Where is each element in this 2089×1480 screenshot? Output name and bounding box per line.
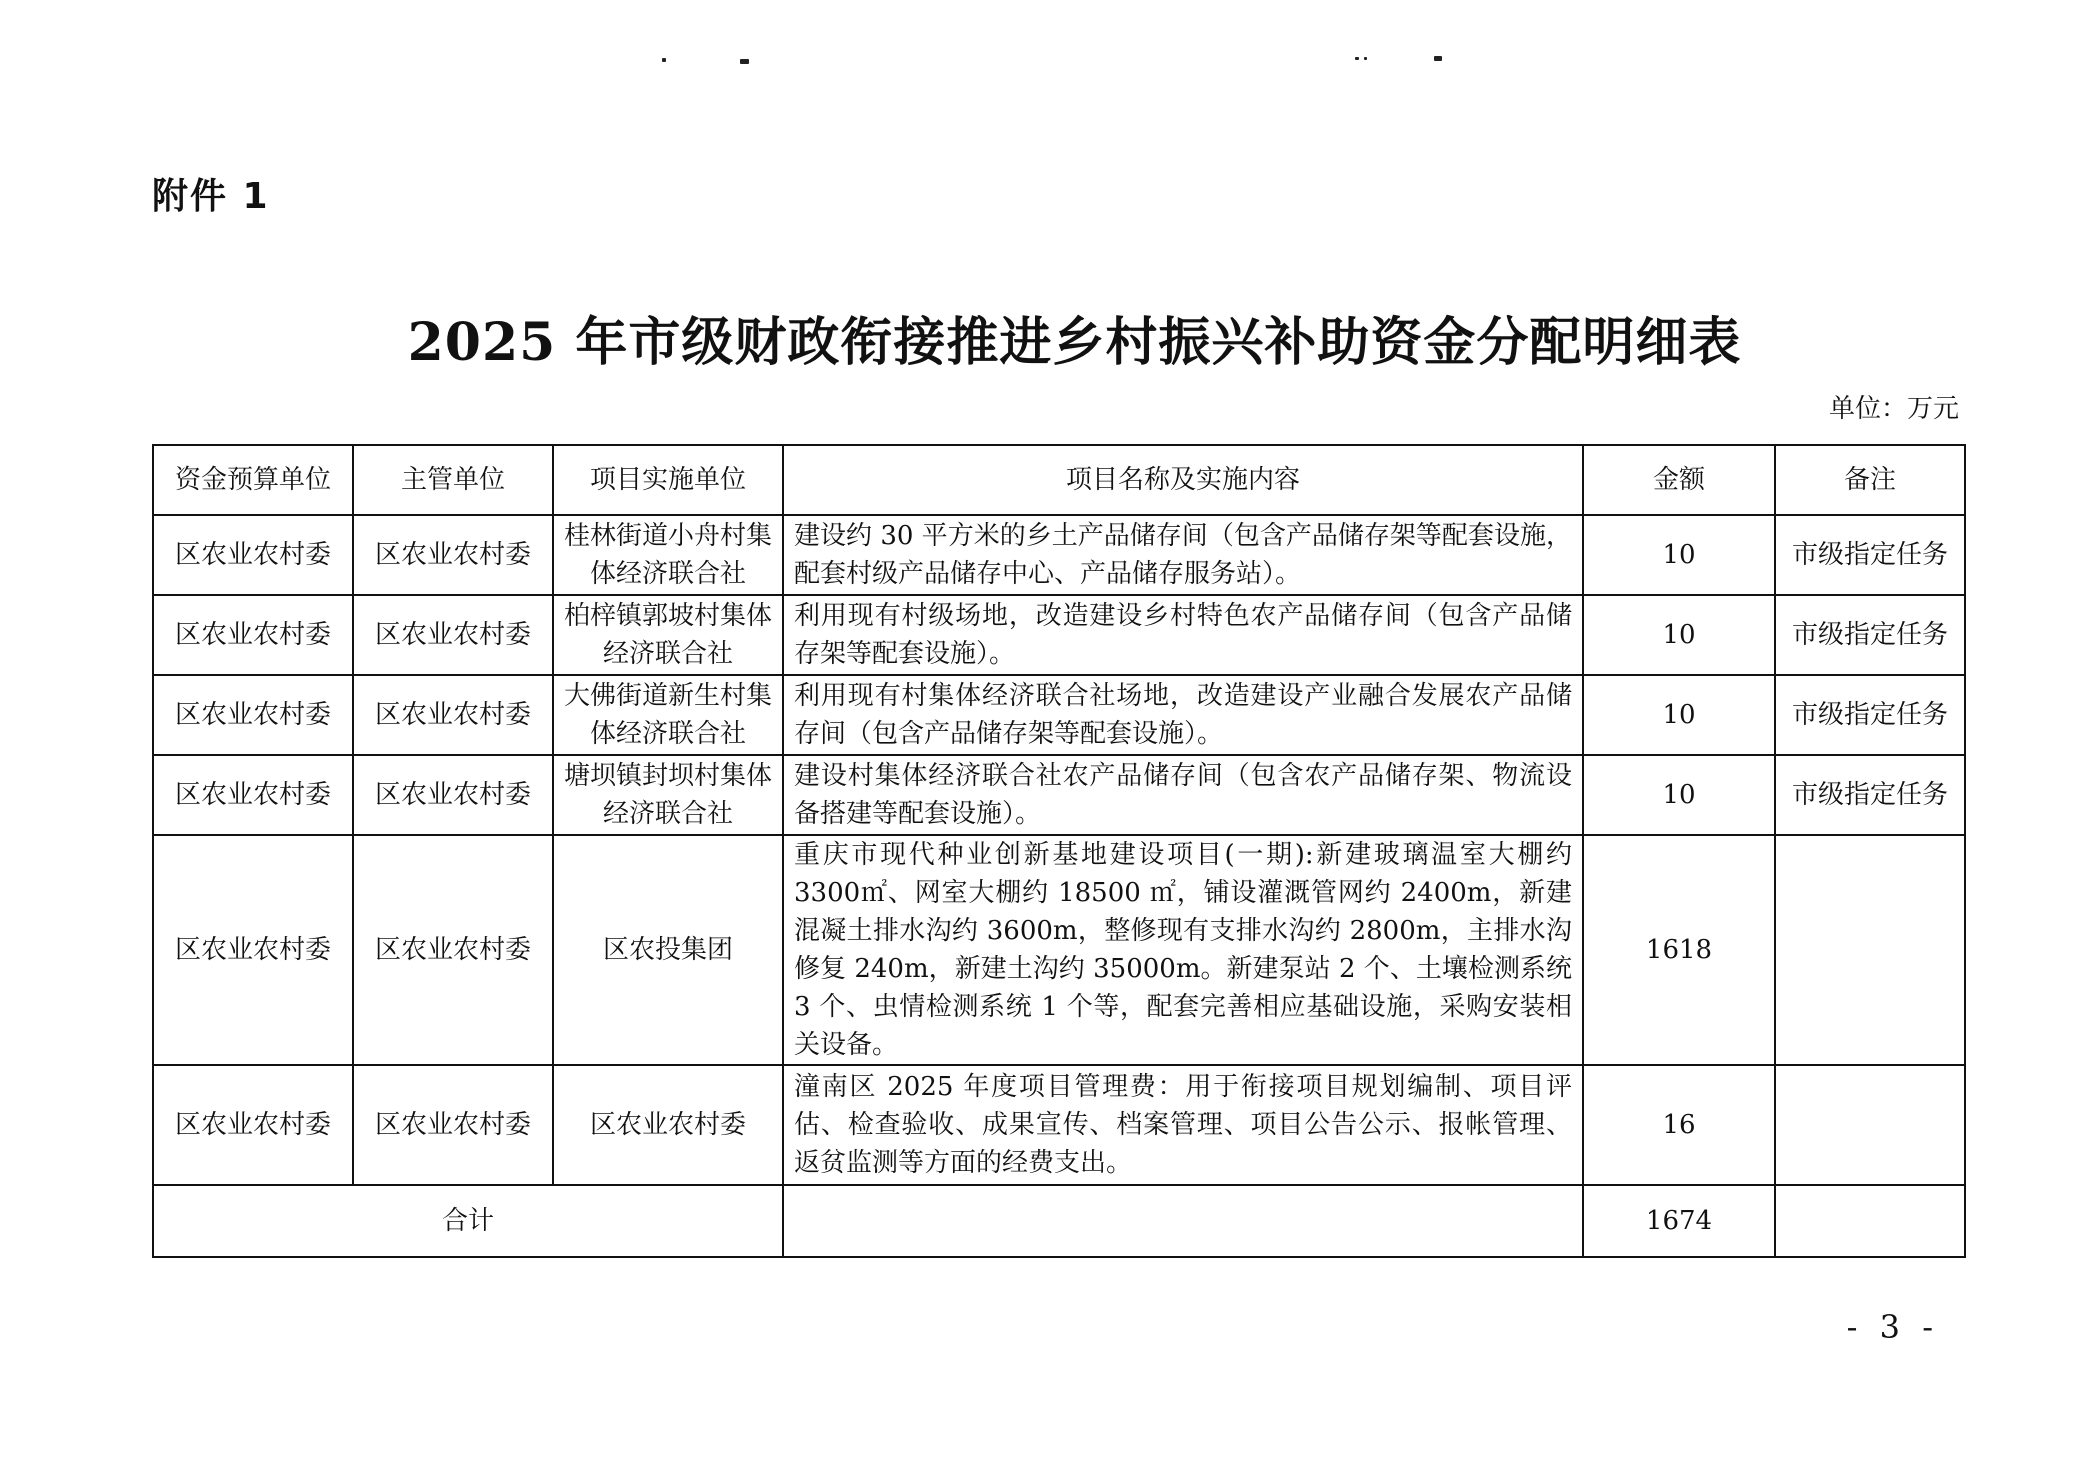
budget-unit-cell: 区农业农村委 <box>153 755 353 835</box>
budget-unit-cell: 区农业农村委 <box>153 515 353 595</box>
column-header: 资金预算单位 <box>153 445 353 515</box>
attachment-label: 附件 1 <box>152 176 270 217</box>
remark-cell <box>1775 835 1965 1065</box>
implementer-cell: 塘坝镇封坝村集体经济联合社 <box>553 755 783 835</box>
table-row <box>153 675 1965 755</box>
column-header: 备注 <box>1775 445 1965 515</box>
amount-cell: 1618 <box>1583 835 1775 1065</box>
amount-cell: 10 <box>1583 675 1775 755</box>
total-row <box>153 1185 1965 1257</box>
total-label: 合计 <box>153 1185 783 1257</box>
budget-unit-cell: 区农业农村委 <box>153 835 353 1065</box>
unit-label: 单位：万元 <box>1828 394 1959 424</box>
allocation-table <box>152 444 1966 1258</box>
total-content-cell <box>783 1185 1583 1257</box>
remark-cell: 市级指定任务 <box>1775 675 1965 755</box>
table-row <box>153 835 1965 1065</box>
page-number: - 3 - <box>1846 1308 1939 1346</box>
content-cell: 建设约 30 平方米的乡土产品储存间（包含产品储存架等配套设施，配套村级产品储存中心、产品储存服务站）。 <box>783 515 1583 595</box>
table-row <box>153 1065 1965 1185</box>
column-header: 主管单位 <box>353 445 553 515</box>
supervisor-cell: 区农业农村委 <box>353 755 553 835</box>
amount-cell: 10 <box>1583 595 1775 675</box>
budget-unit-cell: 区农业农村委 <box>153 675 353 755</box>
table-row <box>153 755 1965 835</box>
remark-cell <box>1775 1065 1965 1185</box>
column-header: 项目名称及实施内容 <box>783 445 1583 515</box>
supervisor-cell: 区农业农村委 <box>353 515 553 595</box>
scan-artifacts <box>0 52 2089 72</box>
budget-unit-cell: 区农业农村委 <box>153 595 353 675</box>
table-header-row <box>153 445 1965 515</box>
implementer-cell: 区农业农村委 <box>553 1065 783 1185</box>
page-title: 2025 年市级财政衔接推进乡村振兴补助资金分配明细表 <box>407 312 1742 373</box>
table-row <box>153 595 1965 675</box>
amount-cell: 16 <box>1583 1065 1775 1185</box>
content-cell: 潼南区 2025 年度项目管理费：用于衔接项目规划编制、项目评估、检查验收、成果宣传、档案管理、项目公告公示、报帐管理、返贫监测等方面的经费支出。 <box>783 1065 1583 1185</box>
amount-cell: 10 <box>1583 755 1775 835</box>
total-remark-cell <box>1775 1185 1965 1257</box>
content-cell: 利用现有村级场地，改造建设乡村特色农产品储存间（包含产品储存架等配套设施）。 <box>783 595 1583 675</box>
remark-cell: 市级指定任务 <box>1775 595 1965 675</box>
remark-cell: 市级指定任务 <box>1775 755 1965 835</box>
supervisor-cell: 区农业农村委 <box>353 675 553 755</box>
implementer-cell: 大佛街道新生村集体经济联合社 <box>553 675 783 755</box>
column-header: 项目实施单位 <box>553 445 783 515</box>
supervisor-cell: 区农业农村委 <box>353 595 553 675</box>
column-header: 金额 <box>1583 445 1775 515</box>
budget-unit-cell: 区农业农村委 <box>153 1065 353 1185</box>
implementer-cell: 区农投集团 <box>553 835 783 1065</box>
remark-cell: 市级指定任务 <box>1775 515 1965 595</box>
content-cell: 重庆市现代种业创新基地建设项目(一期):新建玻璃温室大棚约 3300㎡、网室大棚约 18500 ㎡，铺设灌溉管网约 2400m，新建混凝土排水沟约 3600m，整修现有支排水沟约 2800m，主排水沟修复 240m，新建土沟约 35000m。新建泵站 2 个、土壤检测系统 3 个、虫情检测系统 1 个等，配套完善相应基础设施，采购安装相关设备。 <box>783 835 1583 1065</box>
supervisor-cell: 区农业农村委 <box>353 1065 553 1185</box>
table-row <box>153 515 1965 595</box>
supervisor-cell: 区农业农村委 <box>353 835 553 1065</box>
amount-cell: 10 <box>1583 515 1775 595</box>
implementer-cell: 桂林街道小舟村集体经济联合社 <box>553 515 783 595</box>
total-amount: 1674 <box>1583 1185 1775 1257</box>
content-cell: 建设村集体经济联合社农产品储存间（包含农产品储存架、物流设备搭建等配套设施）。 <box>783 755 1583 835</box>
content-cell: 利用现有村集体经济联合社场地，改造建设产业融合发展农产品储存间（包含产品储存架等配套设施）。 <box>783 675 1583 755</box>
implementer-cell: 柏梓镇郭坡村集体经济联合社 <box>553 595 783 675</box>
